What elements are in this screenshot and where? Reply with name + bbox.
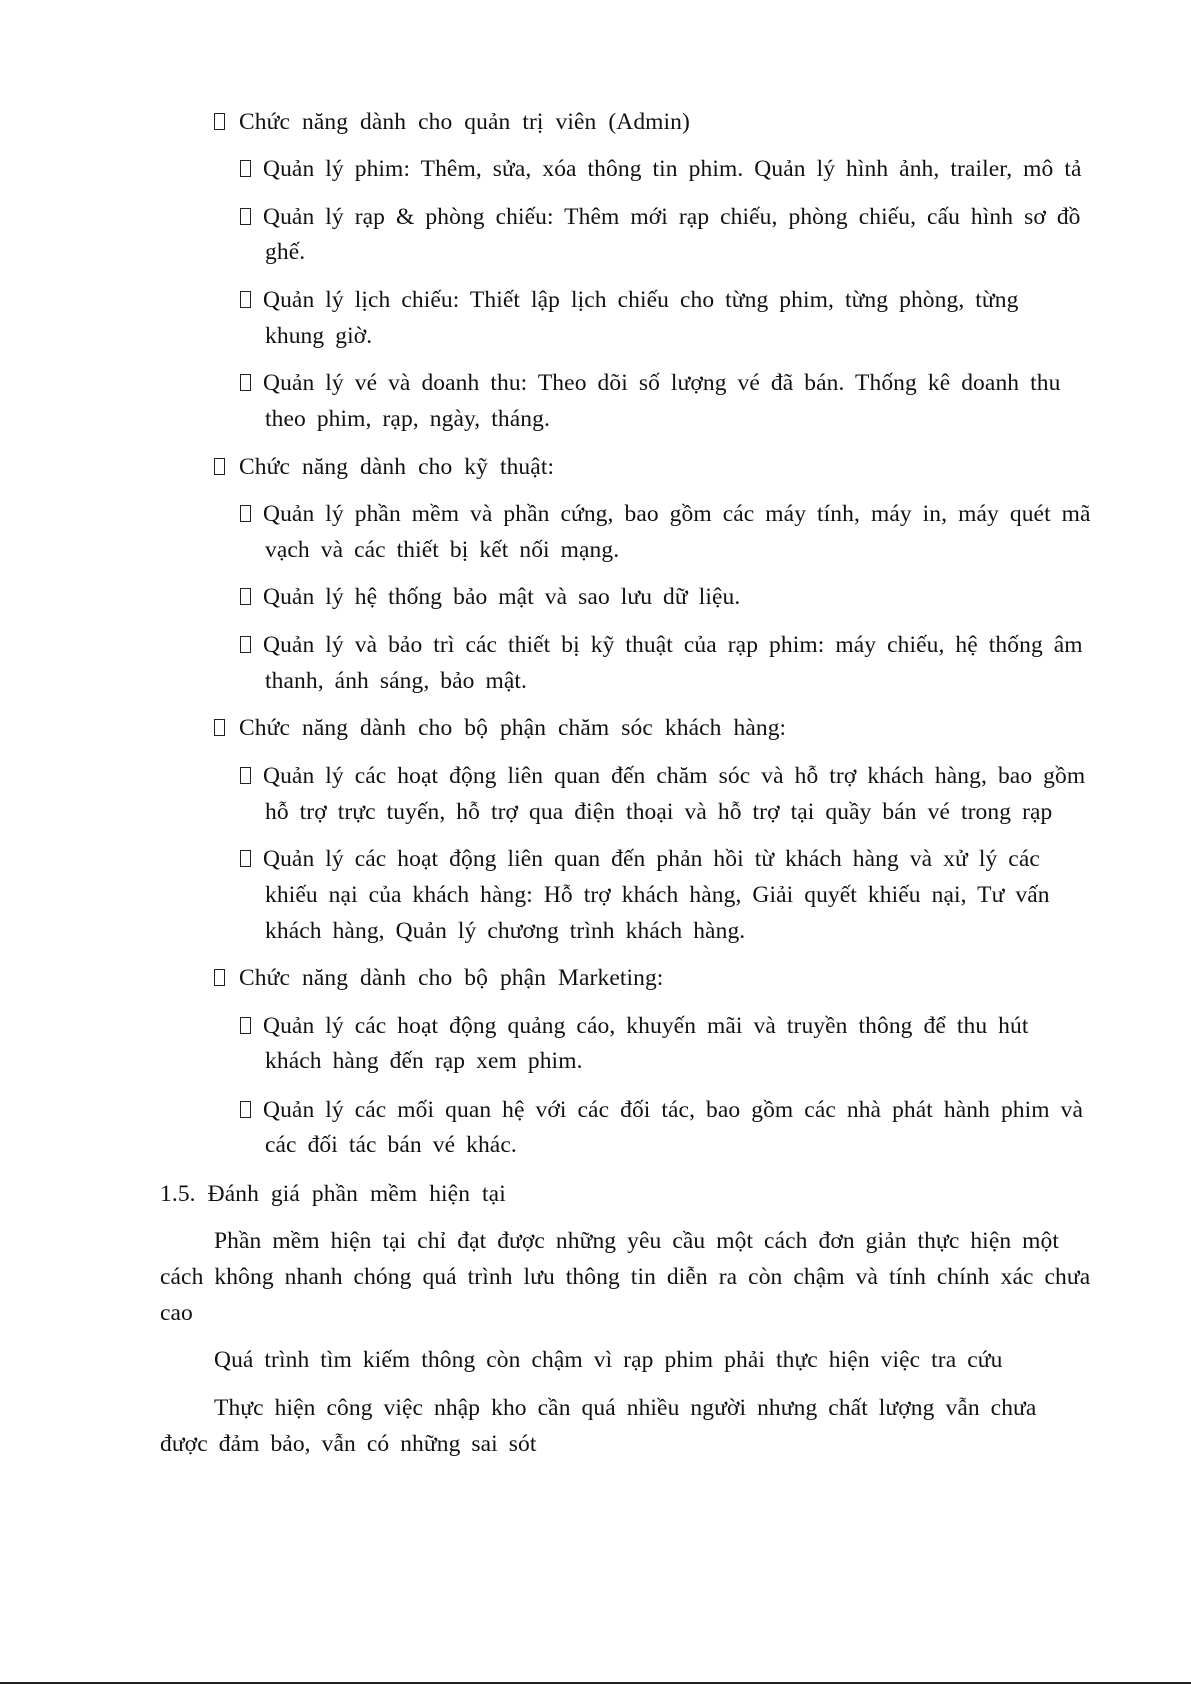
list-item-continuation: khung giờ. (265, 323, 373, 349)
page-bottom-rule (0, 1682, 1191, 1684)
list-item-continuation: thanh, ánh sáng, bảo mật. (265, 668, 528, 694)
bullet-icon (214, 969, 225, 986)
list-item-continuation: vạch và các thiết bị kết nối mạng. (265, 537, 620, 563)
bullet-icon (240, 850, 251, 867)
list-item: Quản lý lịch chiếu: Thiết lập lịch chiếu cho từng phim, từng phòng, từng (240, 286, 1018, 314)
section-customer-care-title: Chức năng dành cho bộ phận chăm sóc khách hàng: (214, 714, 786, 742)
list-item-continuation: khách hàng đến rạp xem phim. (265, 1048, 583, 1074)
list-item: Quản lý các hoạt động liên quan đến phản hồi từ khách hàng và xử lý các (240, 845, 1040, 873)
list-item-continuation: theo phim, rạp, ngày, tháng. (265, 406, 550, 432)
bullet-icon (240, 208, 251, 225)
section-admin-title: Chức năng dành cho quản trị viên (Admin) (214, 108, 690, 136)
bullet-icon (240, 636, 251, 653)
list-item: Quản lý vé và doanh thu: Theo dõi số lượng vé đã bán. Thống kê doanh thu (240, 369, 1060, 397)
list-item: Quản lý phim: Thêm, sửa, xóa thông tin phim. Quản lý hình ảnh, trailer, mô tả (240, 155, 1082, 183)
paragraph-line: cao (160, 1300, 193, 1326)
list-item: Quản lý rạp & phòng chiếu: Thêm mới rạp chiếu, phòng chiếu, cấu hình sơ đồ (240, 203, 1081, 231)
list-item: Quản lý các mối quan hệ với các đối tác, bao gồm các nhà phát hành phim và (240, 1096, 1083, 1124)
bullet-icon (240, 160, 251, 177)
bullet-icon (240, 767, 251, 784)
bullet-icon (240, 374, 251, 391)
subsection-heading: 1.5. Đánh giá phần mềm hiện tại (160, 1181, 506, 1207)
bullet-icon (240, 588, 251, 605)
list-item: Quản lý các hoạt động quảng cáo, khuyến mãi và truyền thông để thu hút (240, 1012, 1029, 1040)
paragraph-line: cách không nhanh chóng quá trình lưu thông tin diễn ra còn chậm và tính chính xác chưa (160, 1264, 1091, 1290)
bullet-icon (240, 1017, 251, 1034)
list-item-continuation: hỗ trợ trực tuyến, hỗ trợ qua điện thoại và hỗ trợ tại quầy bán vé trong rạp (265, 799, 1053, 825)
bullet-icon (214, 719, 225, 736)
paragraph-line: Phần mềm hiện tại chỉ đạt được những yêu cầu một cách đơn giản thực hiện một (214, 1228, 1060, 1254)
paragraph-line: được đảm bảo, vẫn có những sai sót (160, 1431, 537, 1457)
bullet-icon (240, 1101, 251, 1118)
list-item-continuation: khiếu nại của khách hàng: Hỗ trợ khách hàng, Giải quyết khiếu nại, Tư vấn (265, 882, 1050, 908)
paragraph-line: Quá trình tìm kiếm thông còn chậm vì rạp phim phải thực hiện việc tra cứu (214, 1347, 1003, 1373)
list-item-continuation: khách hàng, Quản lý chương trình khách hàng. (265, 918, 746, 944)
section-technical-title: Chức năng dành cho kỹ thuật: (214, 453, 554, 481)
list-item: Quản lý hệ thống bảo mật và sao lưu dữ liệu. (240, 583, 740, 611)
list-item-continuation: ghế. (265, 239, 306, 265)
paragraph-line: Thực hiện công việc nhập kho cần quá nhiều người nhưng chất lượng vẫn chưa (214, 1395, 1037, 1421)
list-item: Quản lý các hoạt động liên quan đến chăm sóc và hỗ trợ khách hàng, bao gồm (240, 762, 1085, 790)
bullet-icon (214, 458, 225, 475)
bullet-icon (240, 505, 251, 522)
list-item: Quản lý phần mềm và phần cứng, bao gồm các máy tính, máy in, máy quét mã (240, 500, 1091, 528)
bullet-icon (240, 291, 251, 308)
bullet-icon (214, 113, 225, 130)
list-item-continuation: các đối tác bán vé khác. (265, 1132, 517, 1158)
section-marketing-title: Chức năng dành cho bộ phận Marketing: (214, 964, 663, 992)
list-item: Quản lý và bảo trì các thiết bị kỹ thuật của rạp phim: máy chiếu, hệ thống âm (240, 631, 1083, 659)
